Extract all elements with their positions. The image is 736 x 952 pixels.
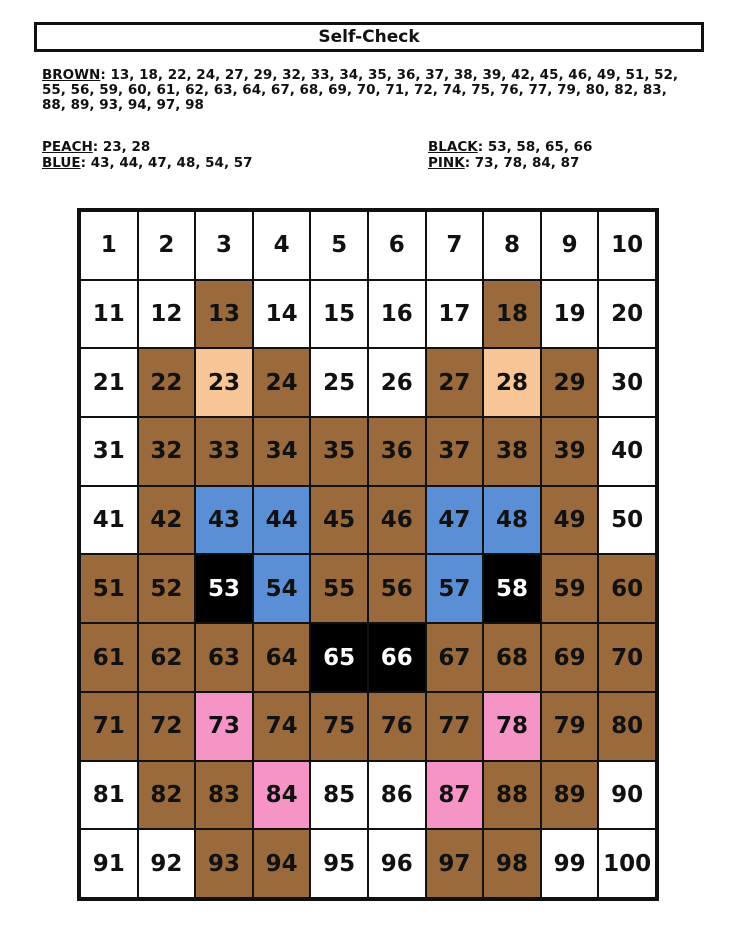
grid-cell: 16 (368, 280, 426, 349)
grid-cell: 6 (368, 211, 426, 280)
peach-key-label: PEACH (42, 139, 93, 155)
grid-cell: 30 (598, 348, 656, 417)
grid-cell: 80 (598, 692, 656, 761)
grid-cell: 47 (426, 486, 484, 555)
grid-cell: 32 (138, 417, 196, 486)
grid-cell: 75 (310, 692, 368, 761)
grid-cell: 44 (253, 486, 311, 555)
grid-cell: 55 (310, 554, 368, 623)
grid-cell: 72 (138, 692, 196, 761)
grid-cell: 88 (483, 761, 541, 830)
grid-cell: 66 (368, 623, 426, 692)
grid-cell: 40 (598, 417, 656, 486)
grid-cell: 77 (426, 692, 484, 761)
grid-cell: 24 (253, 348, 311, 417)
grid-cell: 22 (138, 348, 196, 417)
grid-cell: 27 (426, 348, 484, 417)
grid-cell: 73 (195, 692, 253, 761)
brown-key-label: BROWN (42, 67, 101, 83)
black-key-label: BLACK (428, 139, 478, 155)
grid-cell: 1 (80, 211, 138, 280)
pink-key-values: : 73, 78, 84, 87 (464, 155, 580, 171)
pink-key-label: PINK (428, 155, 465, 171)
grid-cell: 11 (80, 280, 138, 349)
grid-cell: 42 (138, 486, 196, 555)
grid-cell: 68 (483, 623, 541, 692)
grid-cell: 25 (310, 348, 368, 417)
grid-cell: 59 (541, 554, 599, 623)
pink-key (428, 156, 579, 171)
grid-cell: 57 (426, 554, 484, 623)
hundred-chart-grid (77, 208, 659, 901)
grid-cell: 52 (138, 554, 196, 623)
grid-cell: 54 (253, 554, 311, 623)
grid-cell: 13 (195, 280, 253, 349)
grid-cell: 74 (253, 692, 311, 761)
grid-cell: 14 (253, 280, 311, 349)
black-key-values: : 53, 58, 65, 66 (477, 139, 593, 155)
grid-cell: 97 (426, 829, 484, 898)
grid-cell: 9 (541, 211, 599, 280)
grid-cell: 18 (483, 280, 541, 349)
grid-cell: 65 (310, 623, 368, 692)
grid-cell: 3 (195, 211, 253, 280)
grid-cell: 64 (253, 623, 311, 692)
grid-cell: 100 (598, 829, 656, 898)
grid-cell: 28 (483, 348, 541, 417)
peach-key (42, 140, 150, 155)
grid-cell: 95 (310, 829, 368, 898)
grid-cell: 67 (426, 623, 484, 692)
grid-cell: 10 (598, 211, 656, 280)
grid-cell: 84 (253, 761, 311, 830)
grid-cell: 26 (368, 348, 426, 417)
grid-cell: 39 (541, 417, 599, 486)
grid-cell: 35 (310, 417, 368, 486)
grid-cell: 19 (541, 280, 599, 349)
grid-cell: 29 (541, 348, 599, 417)
grid-cell: 23 (195, 348, 253, 417)
grid-cell: 33 (195, 417, 253, 486)
grid-cell: 86 (368, 761, 426, 830)
grid-cell: 7 (426, 211, 484, 280)
brown-key-values: : 13, 18, 22, 24, 27, 29, 32, 33, 34, 35, 36, 37, 38, 39, 42, 45, 46, 49, 51, 52, 55, 56, 59, 60, 61, 62, 63, 64, 67, 68, 69, 70, 71, 72, 74, 75, 76, 77, 79, 80, 82, 83, 88, 89, 93, 94, 97, 98 (42, 67, 679, 113)
grid-cell: 51 (80, 554, 138, 623)
grid-cell: 79 (541, 692, 599, 761)
grid-cell: 78 (483, 692, 541, 761)
grid-cell: 5 (310, 211, 368, 280)
grid-cell: 81 (80, 761, 138, 830)
black-key (428, 140, 592, 155)
grid-cell: 82 (138, 761, 196, 830)
grid-cell: 34 (253, 417, 311, 486)
grid-cell: 91 (80, 829, 138, 898)
grid-cell: 56 (368, 554, 426, 623)
grid-cell: 94 (253, 829, 311, 898)
grid-cell: 36 (368, 417, 426, 486)
grid-cell: 87 (426, 761, 484, 830)
grid-cell: 71 (80, 692, 138, 761)
grid-cell: 50 (598, 486, 656, 555)
grid-cell: 58 (483, 554, 541, 623)
grid-cell: 53 (195, 554, 253, 623)
grid-cell: 38 (483, 417, 541, 486)
grid-cell: 31 (80, 417, 138, 486)
grid-cell: 92 (138, 829, 196, 898)
grid-cell: 70 (598, 623, 656, 692)
grid-cell: 45 (310, 486, 368, 555)
grid-cell: 2 (138, 211, 196, 280)
grid-cell: 49 (541, 486, 599, 555)
grid-cell: 61 (80, 623, 138, 692)
grid-cell: 21 (80, 348, 138, 417)
grid-cell: 43 (195, 486, 253, 555)
grid-cell: 99 (541, 829, 599, 898)
blue-key-label: BLUE (42, 155, 81, 171)
grid-cell: 60 (598, 554, 656, 623)
grid-cell: 48 (483, 486, 541, 555)
grid-cell: 15 (310, 280, 368, 349)
grid-cell: 83 (195, 761, 253, 830)
grid-cell: 93 (195, 829, 253, 898)
grid-cell: 62 (138, 623, 196, 692)
grid-cell: 12 (138, 280, 196, 349)
brown-key (42, 68, 692, 113)
grid-cell: 17 (426, 280, 484, 349)
grid-cell: 96 (368, 829, 426, 898)
grid-cell: 4 (253, 211, 311, 280)
peach-key-values: : 23, 28 (92, 139, 151, 155)
grid-cell: 8 (483, 211, 541, 280)
grid-cell: 89 (541, 761, 599, 830)
page-title: Self-Check (34, 22, 704, 52)
grid-cell: 41 (80, 486, 138, 555)
grid-cell: 76 (368, 692, 426, 761)
grid-cell: 46 (368, 486, 426, 555)
blue-key-values: : 43, 44, 47, 48, 54, 57 (80, 155, 253, 171)
grid-cell: 69 (541, 623, 599, 692)
grid-cell: 98 (483, 829, 541, 898)
blue-key (42, 156, 253, 171)
grid-cell: 20 (598, 280, 656, 349)
grid-cell: 85 (310, 761, 368, 830)
grid-cell: 63 (195, 623, 253, 692)
grid-cell: 90 (598, 761, 656, 830)
grid-cell: 37 (426, 417, 484, 486)
